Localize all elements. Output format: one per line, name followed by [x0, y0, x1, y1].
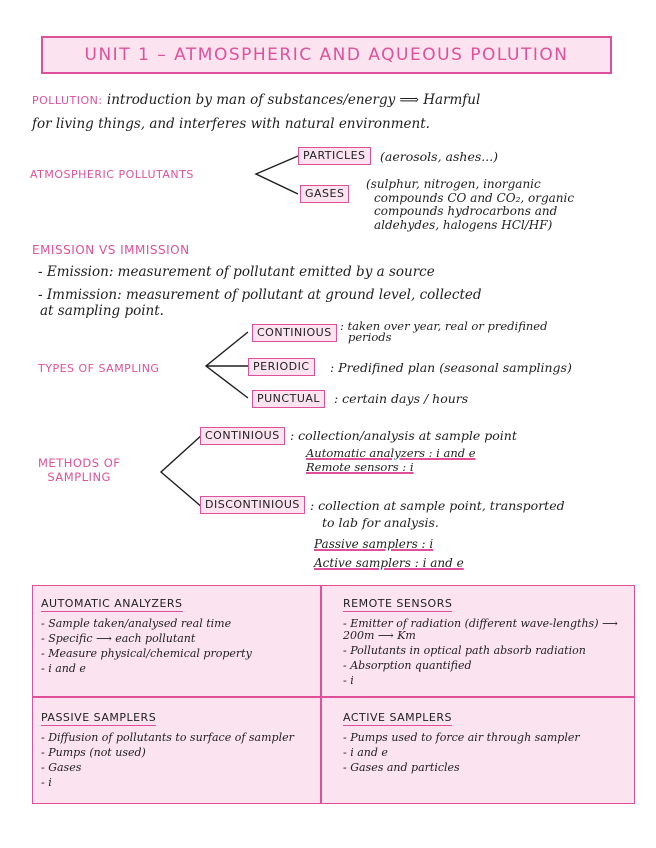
- methods-label-line1: METHODS OF: [38, 456, 121, 470]
- automatic-analyzers-cell: [41, 592, 321, 678]
- types-label: TYPES OF SAMPLING: [38, 362, 160, 375]
- active-samplers-list: [343, 732, 628, 774]
- gases-label: GASES: [300, 185, 349, 203]
- pollution-definition-line1: [32, 92, 480, 108]
- automatic-analyzers-note: Automatic analyzers : i and e: [306, 446, 476, 460]
- list-item: - Pumps (not used): [41, 746, 146, 759]
- particles-label: PARTICLES: [298, 147, 371, 165]
- page-title: UNIT 1 – ATMOSPHERIC AND AQUEOUS POLUTION: [84, 45, 569, 65]
- passive-samplers-note: Passive samplers : i: [314, 537, 434, 551]
- list-item: - Measure physical/chemical property: [41, 647, 252, 660]
- type-continious-desc: [340, 321, 547, 343]
- list-item: - i: [41, 776, 52, 789]
- method-continious-label: CONTINIOUS: [200, 427, 285, 445]
- types-bracket: [200, 326, 252, 404]
- method-discontinious-desc1: : collection at sample point, transported: [310, 498, 565, 513]
- remote-sensors-cell: [343, 592, 628, 690]
- list-item: - i and e: [41, 662, 86, 675]
- type-periodic-desc: : Predifined plan (seasonal samplings): [330, 360, 572, 375]
- immission-line: - Immission: measurement of pollutant at ground level, collected: [38, 287, 482, 303]
- list-item: - Diffusion of pollutants to surface of sampler: [41, 731, 294, 744]
- list-item: - i: [343, 674, 354, 687]
- methods-label: [38, 456, 120, 484]
- methods-label-line2: SAMPLING: [47, 470, 111, 484]
- passive-samplers-list: [41, 732, 321, 789]
- passive-samplers-heading: PASSIVE SAMPLERS: [41, 711, 157, 724]
- immission-line-cont: at sampling point.: [40, 303, 164, 319]
- atmospheric-bracket: [250, 150, 302, 200]
- gases-desc: [366, 178, 574, 232]
- list-item: - Sample taken/analysed real time: [41, 617, 232, 630]
- emission-heading: EMISSION VS IMMISSION: [32, 243, 190, 257]
- pollution-definition-line2: for living things, and interferes with natural environment.: [32, 116, 430, 132]
- pollution-text1: introduction by man of substances/energy ⟹ Harmful: [106, 92, 481, 108]
- list-item: - Absorption quantified: [343, 659, 472, 672]
- type-punctual-label: PUNCTUAL: [252, 390, 325, 408]
- gases-line: compounds hydrocarbons and: [374, 204, 558, 218]
- remote-sensors-heading: REMOTE SENSORS: [343, 597, 453, 610]
- type-continious-desc-line1: : taken over year, real or predifined: [340, 319, 548, 333]
- type-punctual-desc: : certain days / hours: [334, 391, 469, 406]
- type-continious-desc-line2: periods: [348, 330, 392, 344]
- type-periodic-label: PERIODIC: [248, 358, 315, 376]
- remote-sensors-list: [343, 618, 628, 687]
- active-samplers-heading: ACTIVE SAMPLERS: [343, 711, 452, 724]
- method-discontinious-desc2: to lab for analysis.: [322, 515, 439, 530]
- list-item: - Gases: [41, 761, 82, 774]
- pollution-term: POLLUTION:: [32, 94, 103, 107]
- list-item: - Pollutants in optical path absorb radiation: [343, 644, 586, 657]
- method-continious-desc: : collection/analysis at sample point: [290, 428, 517, 443]
- remote-sensors-note: Remote sensors : i: [306, 460, 414, 474]
- list-item: - i and e: [343, 746, 388, 759]
- method-discontinious-label: DISCONTINIOUS: [200, 496, 305, 514]
- active-samplers-note: Active samplers : i and e: [314, 556, 464, 570]
- gases-line: compounds CO and CO₂, organic: [374, 190, 575, 205]
- automatic-analyzers-heading: AUTOMATIC ANALYZERS: [41, 597, 183, 610]
- grid-divider-horizontal: [33, 696, 634, 698]
- passive-samplers-cell: [41, 706, 321, 792]
- active-samplers-cell: [343, 706, 628, 777]
- automatic-analyzers-list: [41, 618, 321, 675]
- type-continious-label: CONTINIOUS: [252, 324, 337, 342]
- atmospheric-label: ATMOSPHERIC POLLUTANTS: [30, 168, 194, 181]
- list-item: - Gases and particles: [343, 761, 460, 774]
- emission-line: - Emission: measurement of pollutant emitted by a source: [38, 264, 435, 280]
- list-item: - Emitter of radiation (different wave-lengths) ⟶ 200m ⟶ Km: [343, 617, 618, 642]
- list-item: - Pumps used to force air through sampler: [343, 731, 580, 744]
- list-item: - Specific ⟶ each pollutant: [41, 632, 196, 645]
- particles-desc: (aerosols, ashes...): [380, 149, 499, 164]
- summary-grid: [32, 585, 635, 804]
- gases-line: aldehydes, halogens HCl/HF): [374, 217, 553, 232]
- gases-line: (sulphur, nitrogen, inorganic: [366, 177, 541, 191]
- title-box: [41, 36, 612, 74]
